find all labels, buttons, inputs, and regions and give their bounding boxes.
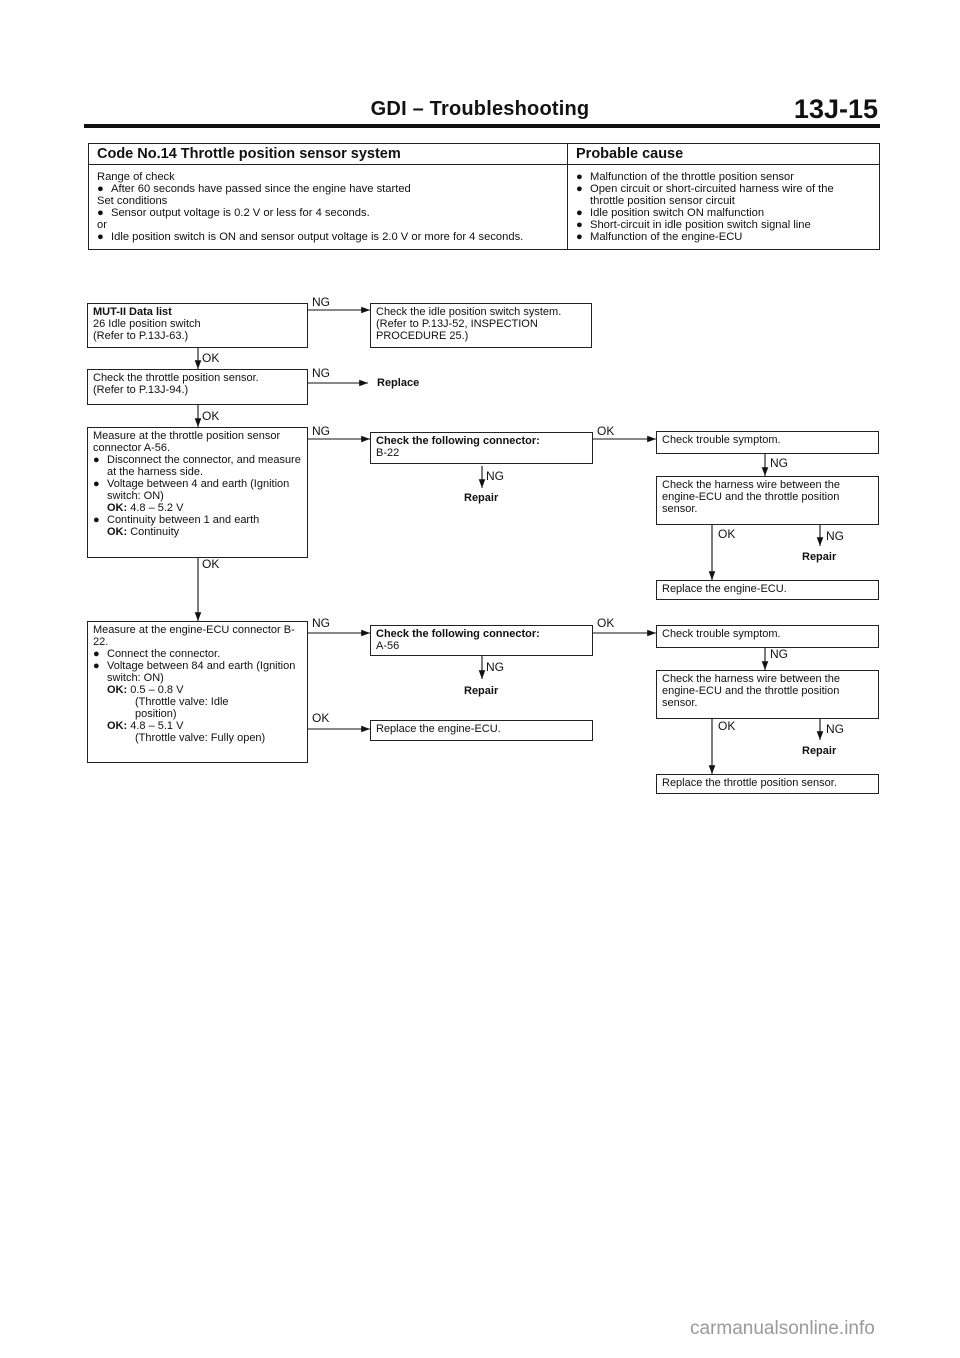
- watermark: carmanualsonline.info: [690, 1318, 875, 1339]
- ng-label: NG: [312, 295, 330, 309]
- set-conditions-label: Set conditions: [97, 195, 168, 207]
- replace-engine-ecu: Replace the engine-ECU.: [370, 720, 593, 741]
- or-label: or: [97, 219, 107, 231]
- probable-cause-header: Probable cause: [568, 144, 880, 165]
- replace-action: Replace: [377, 377, 420, 389]
- cause-item: ● Malfunction of the engine-ECU: [576, 231, 743, 243]
- check-harness-wire: Check the harness wire between the engine-ECU and the throttle position sensor.: [656, 670, 879, 719]
- page-title: GDI – Troubleshooting: [370, 98, 590, 120]
- check-trouble-symptom: Check trouble symptom.: [656, 431, 879, 454]
- replace-throttle-sensor: Replace the throttle position sensor.: [656, 774, 879, 794]
- set-condition-2: ● Idle position switch is ON and sensor output voltage is 2.0 V or more for 4 seconds.: [97, 231, 524, 243]
- cause-item: ● Short-circuit in idle position switch signal line: [576, 219, 811, 231]
- ng-label: NG: [770, 456, 788, 470]
- ok-label: OK: [718, 719, 736, 733]
- ng-label: NG: [312, 616, 330, 630]
- ng-label: NG: [312, 424, 330, 438]
- ok-label: OK: [718, 527, 736, 541]
- ng-label: NG: [770, 647, 788, 661]
- ng-label: NG: [826, 529, 844, 543]
- check-connector-b22: Check the following connector: B-22: [370, 432, 593, 464]
- ng-label: NG: [486, 660, 504, 674]
- page-number: 13J-15: [793, 94, 878, 124]
- repair-action: Repair: [464, 492, 499, 504]
- repair-action: Repair: [802, 551, 837, 563]
- check-connector-a56: Check the following connector: A-56: [370, 625, 593, 656]
- check-harness-wire: Check the harness wire between the engine-ECU and the throttle position sensor.: [656, 476, 879, 525]
- cause-item: ● Idle position switch ON malfunction: [576, 207, 765, 219]
- replace-engine-ecu: Replace the engine-ECU.: [656, 580, 879, 600]
- ng-label: NG: [312, 366, 330, 380]
- cause-item: ● Malfunction of the throttle position sensor: [576, 171, 794, 183]
- code-title: Code No.14 Throttle position sensor system: [89, 144, 568, 165]
- set-condition-1: ● Sensor output voltage is 0.2 V or less for 4 seconds.: [97, 207, 370, 219]
- ng-label: NG: [826, 722, 844, 736]
- ok-label: OK: [202, 351, 220, 365]
- check-trouble-symptom: Check trouble symptom.: [656, 625, 879, 648]
- step-check-throttle-sensor: Check the throttle position sensor. (Refer to P.13J-94.): [87, 369, 308, 405]
- ok-label: OK: [202, 557, 220, 571]
- ng-label: NG: [486, 469, 504, 483]
- step-measure-ecu-connector: Measure at the engine-ECU connector B-22. ● Connect the connector. ● Voltage between 84 and earth (Ignition switch: ON) OK: 0.5 – 0.8 V (Throttle valve: Idle position) OK: 4.8 – 5.1 V (Throttle valve: Fully open): [87, 621, 308, 763]
- ok-label: OK: [597, 616, 615, 630]
- check-idle-switch-system: Check the idle position switch system. (Refer to P.13J-52, INSPECTION PROCEDURE 25.): [370, 303, 592, 348]
- repair-action: Repair: [802, 745, 837, 757]
- range-label: Range of check: [97, 171, 175, 183]
- ok-label: OK: [597, 424, 615, 438]
- ok-label: OK: [312, 711, 330, 725]
- step-measure-tps-connector: Measure at the throttle position sensor connector A-56. ● Disconnect the connector, and measure at the harness side. ● Voltage between 4 and earth (Ignition switch: ON) OK: 4.8 – 5.2 V ● Continuity between 1 and earth OK: Continuity: [87, 427, 308, 558]
- cause-item: ● Open circuit or short-circuited harness wire of the throttle position sensor circuit: [576, 183, 834, 207]
- range-item: ● After 60 seconds have passed since the engine have started: [97, 183, 411, 195]
- repair-action: Repair: [464, 685, 499, 697]
- ok-label: OK: [202, 409, 220, 423]
- step-mut-data-list: MUT-II Data list 26 Idle position switch (Refer to P.13J-63.): [87, 303, 308, 348]
